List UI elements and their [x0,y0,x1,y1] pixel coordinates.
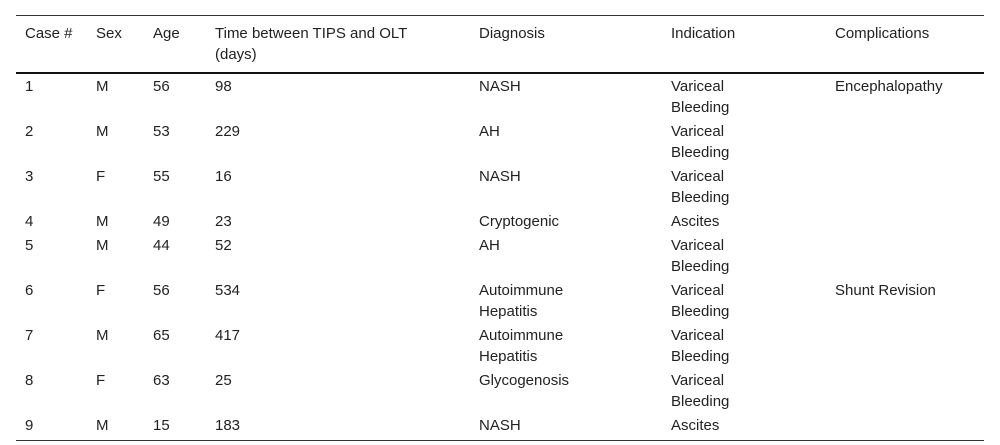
header-indication: Indication [671,25,736,42]
cell-age: 65 [153,327,170,344]
data-table-container [16,15,984,441]
table-row [16,73,984,119]
cell-time: 25 [215,372,232,389]
cell-case: 5 [25,237,34,254]
cell-indication-text: Ascites [671,213,720,230]
cell-age: 55 [153,168,170,185]
cell-complications [826,368,984,413]
cell-complications [826,413,984,441]
cell-diagnosis-text: NASH [479,417,521,434]
cell-case: 1 [25,78,34,95]
cell-age: 53 [153,123,170,140]
cell-complications [826,233,984,278]
cell-sex: F [96,282,106,299]
cell-indication [662,278,826,323]
table-row [16,164,984,209]
cell-time: 98 [215,78,232,95]
cell-complications: Shunt Revision [835,282,936,299]
cell-complications [826,164,984,209]
cell-time: 534 [215,282,241,299]
cell-age: 63 [153,372,170,389]
table-header [16,16,984,74]
cell-indication-text: Variceal Bleeding [671,168,730,206]
header-row [16,16,984,74]
table-row [16,323,984,368]
cell-age: 49 [153,213,170,230]
header-age: Age [153,25,180,42]
cell-sex: F [96,168,106,185]
cell-sex: M [96,327,109,344]
cell-diagnosis [470,323,662,368]
cell-age: 44 [153,237,170,254]
cell-case: 4 [25,213,34,230]
cell-time: 16 [215,168,232,185]
cell-sex: F [96,372,106,389]
cell-indication-text: Variceal Bleeding [671,78,730,116]
cell-diagnosis-text: NASH [479,168,521,185]
cell-diagnosis-text: AH [479,123,500,140]
cell-sex: M [96,213,109,230]
cell-case: 8 [25,372,34,389]
cell-diagnosis-text: NASH [479,78,521,95]
table-row [16,209,984,233]
cell-diagnosis [470,119,662,164]
cell-time: 52 [215,237,232,254]
cell-diagnosis [470,233,662,278]
header-sex: Sex [96,25,122,42]
cell-complications [826,323,984,368]
cell-indication [662,209,826,233]
cases-table [16,15,984,441]
table-row [16,119,984,164]
cell-time: 183 [215,417,241,434]
cell-diagnosis [470,73,662,119]
cell-diagnosis [470,413,662,441]
cell-diagnosis-text: Autoimmune Hepatitis [479,282,564,320]
header-case-label: Case # [25,25,73,42]
cell-diagnosis-text: Cryptogenic [479,213,560,230]
cell-sex: M [96,237,109,254]
cell-age: 15 [153,417,170,434]
cell-case: 9 [25,417,34,434]
header-case [16,16,87,74]
cell-case: 7 [25,327,34,344]
header-time [206,16,470,74]
cell-indication [662,233,826,278]
cell-age: 56 [153,78,170,95]
cell-diagnosis [470,209,662,233]
cell-indication [662,73,826,119]
cell-case: 2 [25,123,34,140]
cell-indication-text: Variceal Bleeding [671,372,730,410]
table-row [16,368,984,413]
cell-case: 6 [25,282,34,299]
cell-complications [826,119,984,164]
table-row [16,233,984,278]
table-body [16,73,984,441]
cell-indication [662,119,826,164]
cell-sex: M [96,78,109,95]
cell-case: 3 [25,168,34,185]
cell-diagnosis-text: Glycogenosis [479,372,570,389]
cell-complications: Encephalopathy [835,78,943,95]
header-time-label: Time between TIPS and OLT (days) [215,25,408,63]
cell-indication-text: Variceal Bleeding [671,123,730,161]
cell-sex: M [96,417,109,434]
cell-time: 229 [215,123,241,140]
cell-indication [662,368,826,413]
cell-diagnosis [470,368,662,413]
header-diagnosis: Diagnosis [479,25,545,42]
table-row [16,278,984,323]
cell-diagnosis-text: Autoimmune Hepatitis [479,327,564,365]
cell-complications [826,209,984,233]
cell-time: 417 [215,327,241,344]
cell-diagnosis [470,164,662,209]
header-complications: Complications [835,25,930,42]
cell-indication [662,164,826,209]
cell-indication-text: Variceal Bleeding [671,237,730,275]
table-row [16,413,984,441]
cell-age: 56 [153,282,170,299]
cell-indication-text: Ascites [671,417,720,434]
cell-indication-text: Variceal Bleeding [671,327,730,365]
cell-diagnosis-text: AH [479,237,500,254]
cell-indication [662,413,826,441]
cell-diagnosis [470,278,662,323]
cell-sex: M [96,123,109,140]
cell-indication-text: Variceal Bleeding [671,282,730,320]
cell-indication [662,323,826,368]
cell-time: 23 [215,213,232,230]
